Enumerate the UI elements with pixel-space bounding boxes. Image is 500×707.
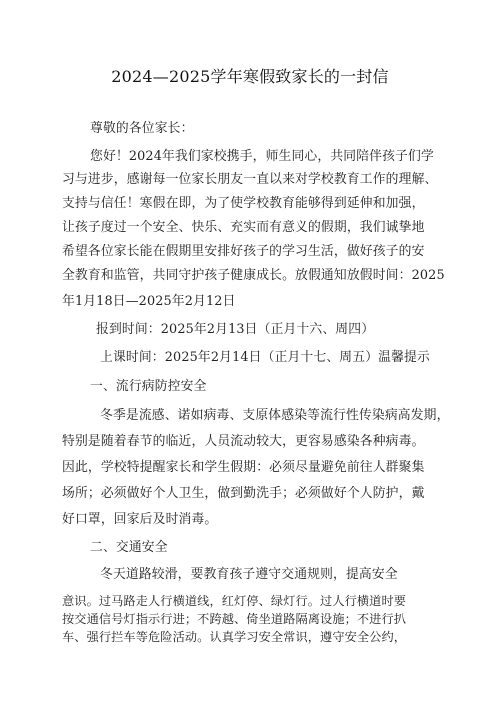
section-heading: 一、流行病防控安全 [90, 379, 207, 394]
paragraph-line: 意识。过马路走人行横道线，红灯停、绿灯行。过人行横道时要 [62, 594, 407, 608]
salutation: 尊敬的各位家长： [90, 121, 194, 136]
paragraph-line: 让孩子度过一个安全、快乐、充实而有意义的假期，我们诚挚地 [62, 220, 425, 235]
class-time: 上课时间：2025年2月14日（正月十七、周五）温馨提示 [100, 350, 430, 365]
paragraph-line: 场所；必须做好个人卫生，做到勤洗手；必须做好个人防护，戴 [62, 486, 425, 501]
paragraph-line: 年1月18日—2025年2月12日 [62, 294, 236, 309]
section-heading: 二、交通安全 [90, 540, 168, 555]
paragraph-line: 习与进步，感谢每一位家长朋友一直以来对学校教育工作的理解、 [62, 172, 438, 187]
paragraph-line: 好口罩，回家后及时消毒。 [62, 512, 218, 527]
paragraph-line: 支持与信任！寒假在即，为了使学校教育能够得到延伸和加强， [62, 196, 425, 211]
report-time: 报到时间：2025年2月13日（正月十六、周四） [96, 322, 375, 337]
paragraph-line: 因此，学校特提醒家长和学生假期：必须尽量避免前往人群聚集 [62, 460, 425, 475]
paragraph-line: 按交通信号灯指示行进；不跨越、倚坐道路隔离设施；不进行扒 [62, 612, 407, 626]
paragraph-line: 特别是随着春节的临近，人员流动较大，更容易感染各种病毒。 [62, 434, 425, 449]
page-title: 2024—2025学年寒假致家长的一封信 [111, 67, 389, 86]
paragraph-line: 希望各位家长能在假期里安排好孩子的学习生活，做好孩子的安 [62, 244, 425, 259]
paragraph-line: 您好！2024年我们家校携手，师生同心，共同陪伴孩子们学 [90, 149, 434, 164]
paragraph-line: 全教育和监管，共同守护孩子健康成长。放假通知放假时间：2025 [62, 268, 445, 283]
paragraph-line: 车、强行拦车等危险活动。认真学习安全常识，遵守安全公约， [62, 630, 407, 644]
paragraph-line: 冬天道路较滑，要教育孩子遵守交通规则，提高安全 [100, 567, 398, 582]
paragraph-line: 冬季是流感、诺如病毒、支原体感染等流行性传染病高发期， [100, 408, 450, 423]
